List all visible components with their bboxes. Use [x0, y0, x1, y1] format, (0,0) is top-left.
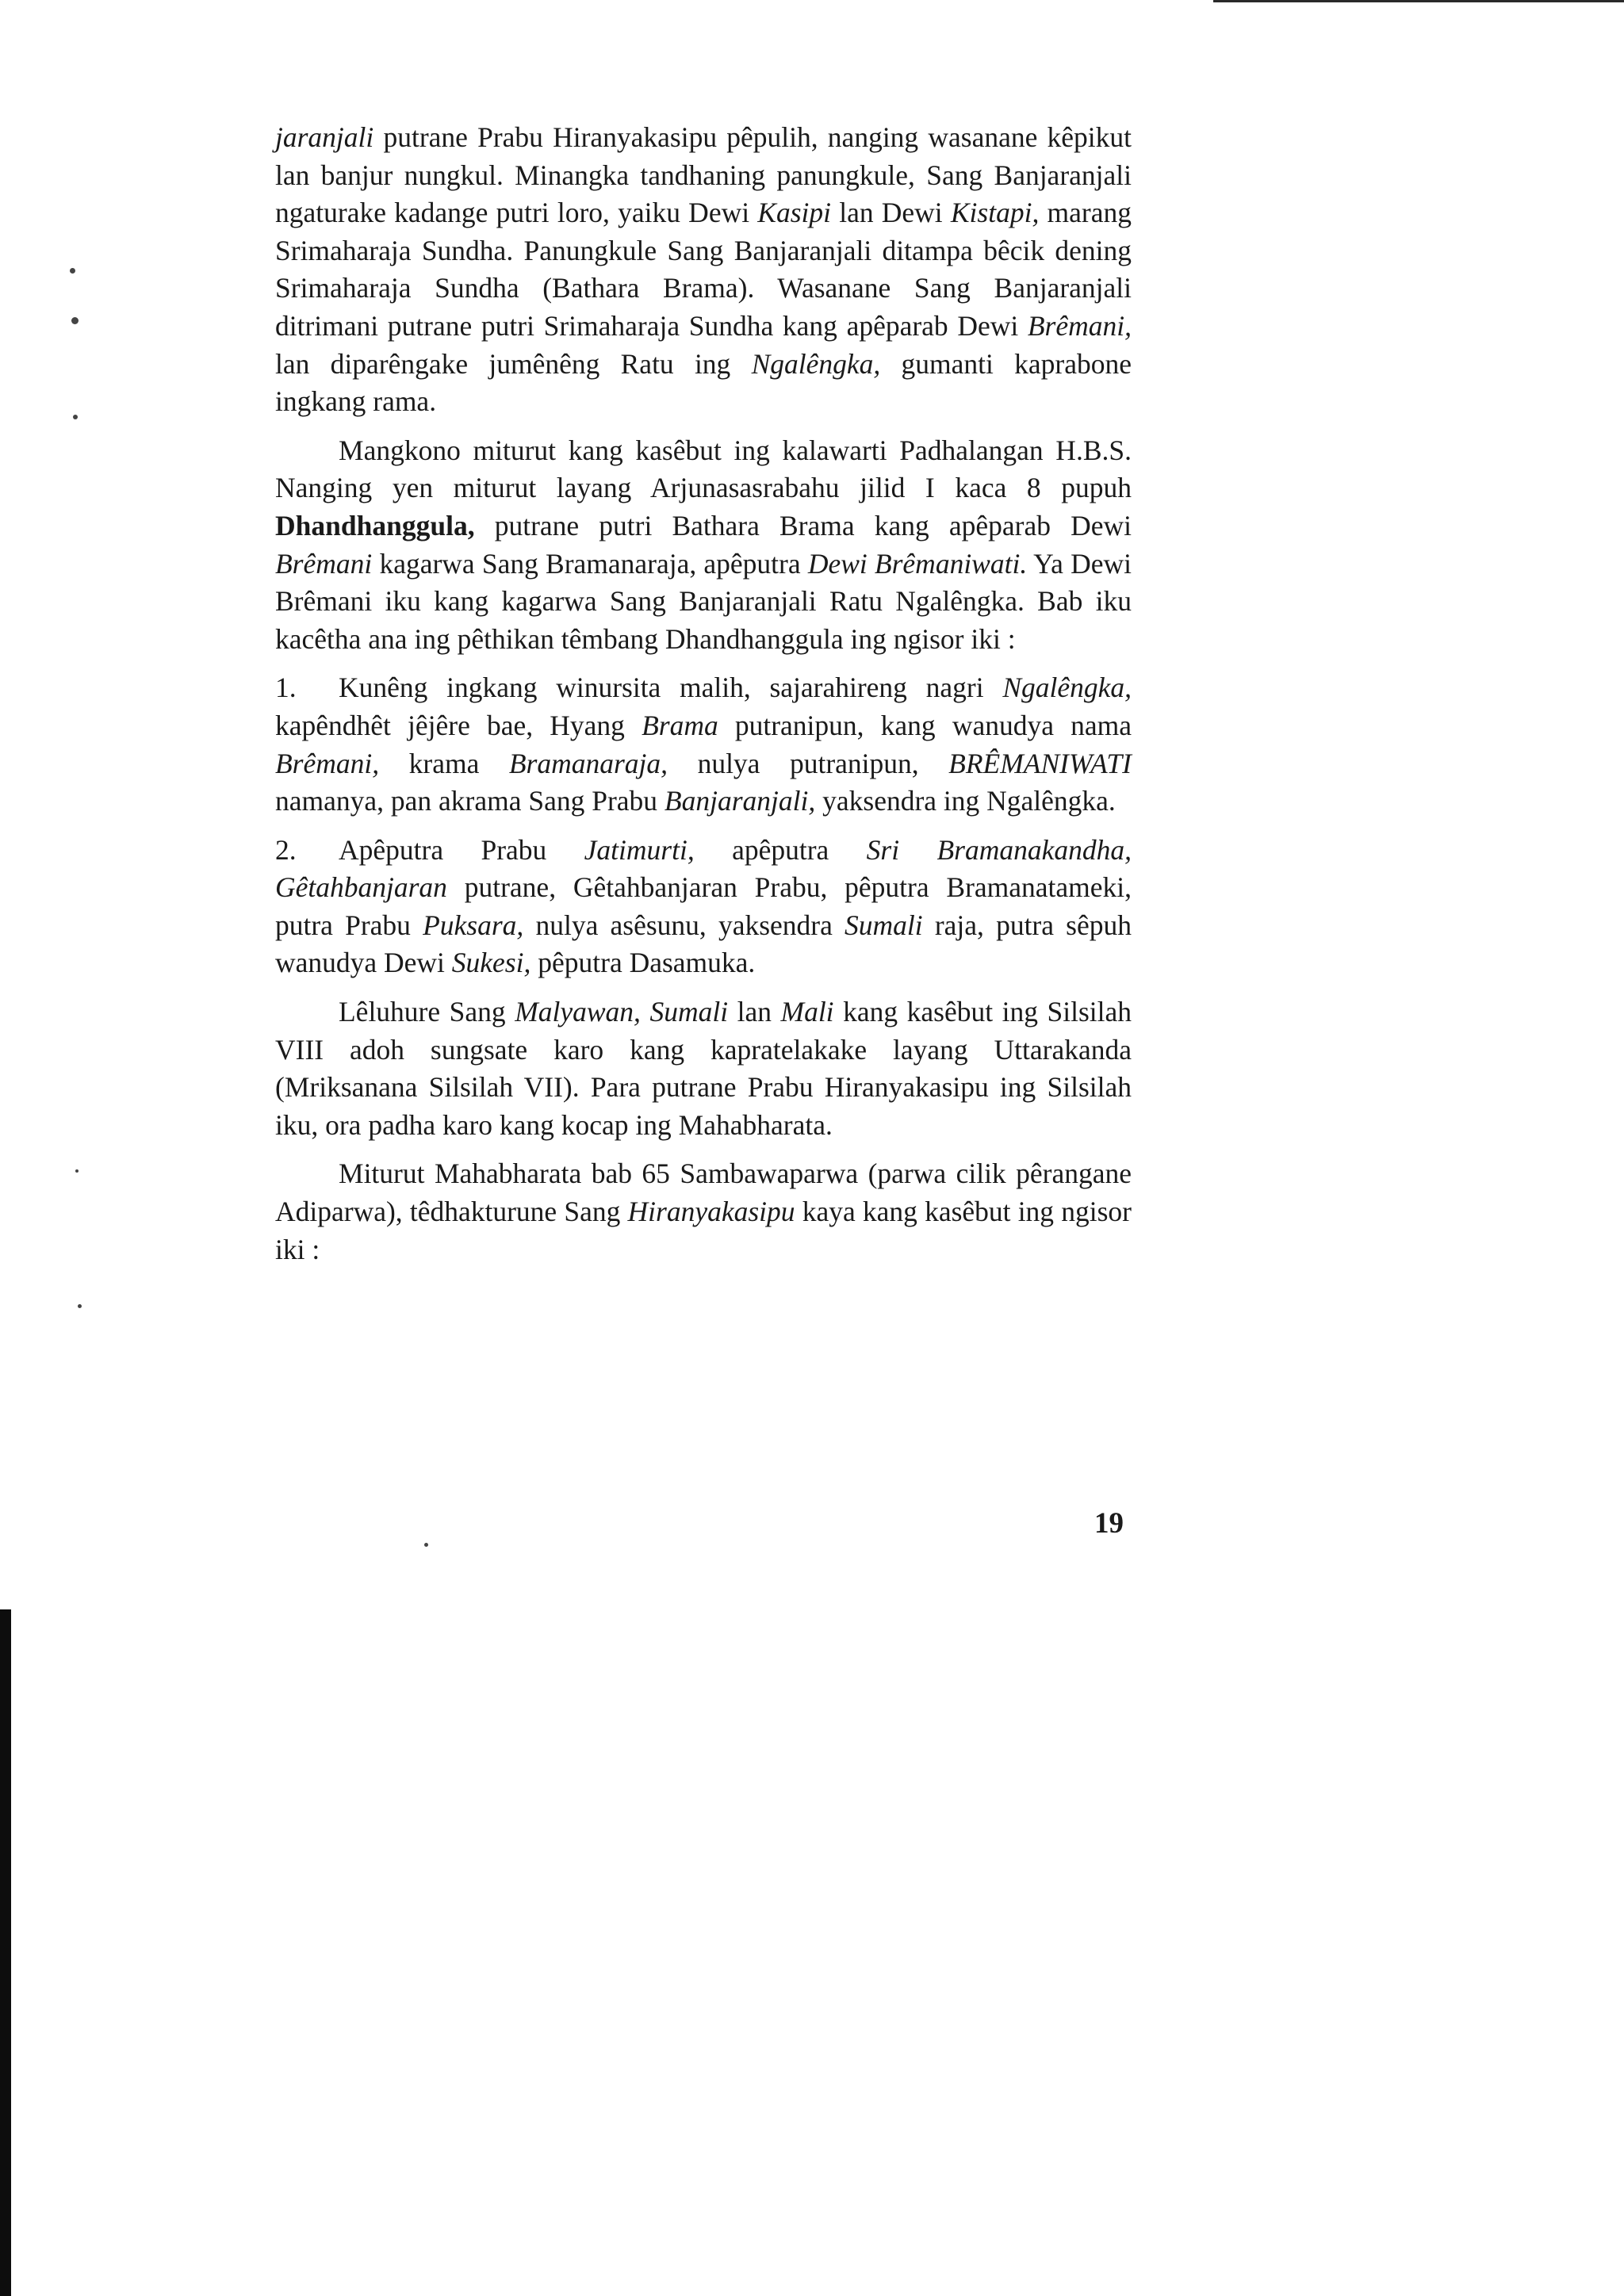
scan-speck: [78, 1304, 82, 1308]
verse-number: 1.: [275, 672, 297, 704]
text-run: kagarwa Sang Bramanaraja, apêputra: [372, 547, 808, 580]
italic-term: Brêmani,: [1027, 309, 1132, 342]
numbered-verse: [275, 832, 1132, 982]
text-run: lan diparêngake jumênêng Ratu ing: [275, 347, 752, 380]
italic-term: Brêmani: [275, 547, 373, 580]
paragraph: [275, 432, 1132, 659]
italic-term: Mali: [780, 996, 834, 1028]
verse-number: 2.: [275, 833, 297, 866]
text-run: nulya putranipun,: [668, 747, 949, 779]
top-scan-rule: [1213, 0, 1624, 2]
numbered-verse: [275, 669, 1132, 820]
text-run: kaya kang kasêbut ing ngisor iki :: [275, 1196, 1132, 1265]
text-run: putrane, Gêtahbanjaran Prabu, pêputra Bramanatameki, putra Prabu: [275, 871, 1132, 941]
text-run: Miturut Mahabharata bab 65 Sambawaparwa (parwa cilik pêrangane Adiparwa), têdhakturune Sang: [275, 1158, 1132, 1228]
text-run: putrane putri Bathara Brama kang apêparab Dewi: [474, 509, 1132, 541]
italic-term: Banjaranjali,: [664, 785, 816, 817]
italic-term: Kistapi,: [950, 197, 1040, 229]
text-run: kapêndhêt jêjêre bae, Hyang: [275, 709, 642, 741]
text-run: kang kasêbut ing Silsilah VIII adoh sungsate karo kang kapratelakake layang Uttarakanda (Mriksanana Silsilah VII). Para putrane Prabu Hiranyakasipu ing Silsilah iku, ora padha karo kang kocap ing Mahabharata.: [275, 996, 1132, 1141]
text-run: Kunêng ingkang winursita malih, sajarahireng nagri: [339, 672, 1003, 704]
paragraph: [275, 993, 1132, 1144]
text-run: lan Dewi: [831, 197, 951, 229]
bold-term: Dhandhanggula,: [275, 509, 475, 541]
text-run: Apêputra Prabu: [339, 833, 584, 866]
text-run: apêputra: [694, 833, 867, 866]
scan-speck: [75, 1169, 79, 1173]
scan-speck: [71, 317, 79, 324]
italic-term: Brêmani,: [275, 747, 380, 779]
italic-term: Hiranyakasipu: [627, 1196, 795, 1228]
italic-term: Sukesi,: [451, 947, 531, 979]
italic-term: Sumali: [845, 909, 923, 941]
page-body-text: [275, 119, 1132, 1269]
text-run: putrane Prabu Hiranyakasipu pêpulih, nanging wasanane kêpikut lan banjur nungkul. Minangka tandhaning panungkule, Sang Banjaranjali ngaturake kadange putri loro, yaiku Dewi: [275, 121, 1132, 229]
paragraph: [275, 1155, 1132, 1269]
text-run: lan: [728, 996, 781, 1028]
page-number: 19: [1094, 1507, 1124, 1540]
italic-term: Ngalêngka,: [751, 347, 881, 380]
text-run: marang Srimaharaja Sundha. Panungkule Sang Banjaranjali ditampa bêcik dening Srimaharaja Sundha (Bathara Brama). Wasanane Sang Banjaranjali ditrimani putrane putri Srimaharaja Sundha kang apêparab Dewi: [275, 197, 1132, 342]
paragraph: [275, 119, 1132, 421]
italic-term: Sri Bramanakandha, Gêtahbanjaran: [275, 833, 1132, 904]
scan-speck: [424, 1543, 428, 1547]
text-run: nulya asêsunu, yaksendra: [523, 909, 845, 941]
italic-term: Ngalêngka,: [1002, 672, 1132, 704]
scan-speck: [70, 268, 75, 274]
text-run: yaksendra ing Ngalêngka.: [815, 785, 1116, 817]
scan-speck: [73, 415, 78, 419]
italic-term: Jatimurti,: [584, 833, 695, 866]
text-run: Mangkono miturut kang kasêbut ing kalawarti Padhalangan H.B.S. Nanging yen miturut layang Arjunasasrabahu jilid I kaca 8 pupuh: [275, 434, 1132, 504]
left-scan-edge: [0, 1609, 11, 2296]
text-run: Ya Dewi Brêmani iku kang kagarwa Sang Banjaranjali Ratu Ngalêngka. Bab iku kacêtha ana ing pêthikan têmbang Dhandhanggula ing ngisor iki :: [275, 547, 1132, 655]
italic-term: Kasipi: [757, 197, 832, 229]
italic-term: Dewi Brêmaniwati.: [807, 547, 1028, 580]
text-run: raja, putra sêpuh wanudya Dewi: [275, 909, 1132, 979]
text-run: pêputra Dasamuka.: [530, 947, 756, 979]
text-run: gumanti kaprabone ingkang rama.: [275, 347, 1132, 418]
italic-term: Bramanaraja,: [508, 747, 668, 779]
text-run: namanya, pan akrama Sang Prabu: [275, 785, 665, 817]
text-run: Lêluhure Sang: [339, 996, 515, 1028]
italic-term: Malyawan, Sumali: [515, 996, 729, 1028]
italic-term: BRÊMANIWATI: [948, 747, 1132, 779]
text-run: krama: [379, 747, 509, 779]
text-run: putranipun, kang wanudya nama: [718, 709, 1132, 741]
italic-term: Puksara,: [423, 909, 524, 941]
italic-term: jaranjali: [275, 121, 374, 153]
italic-term: Brama: [642, 709, 718, 741]
